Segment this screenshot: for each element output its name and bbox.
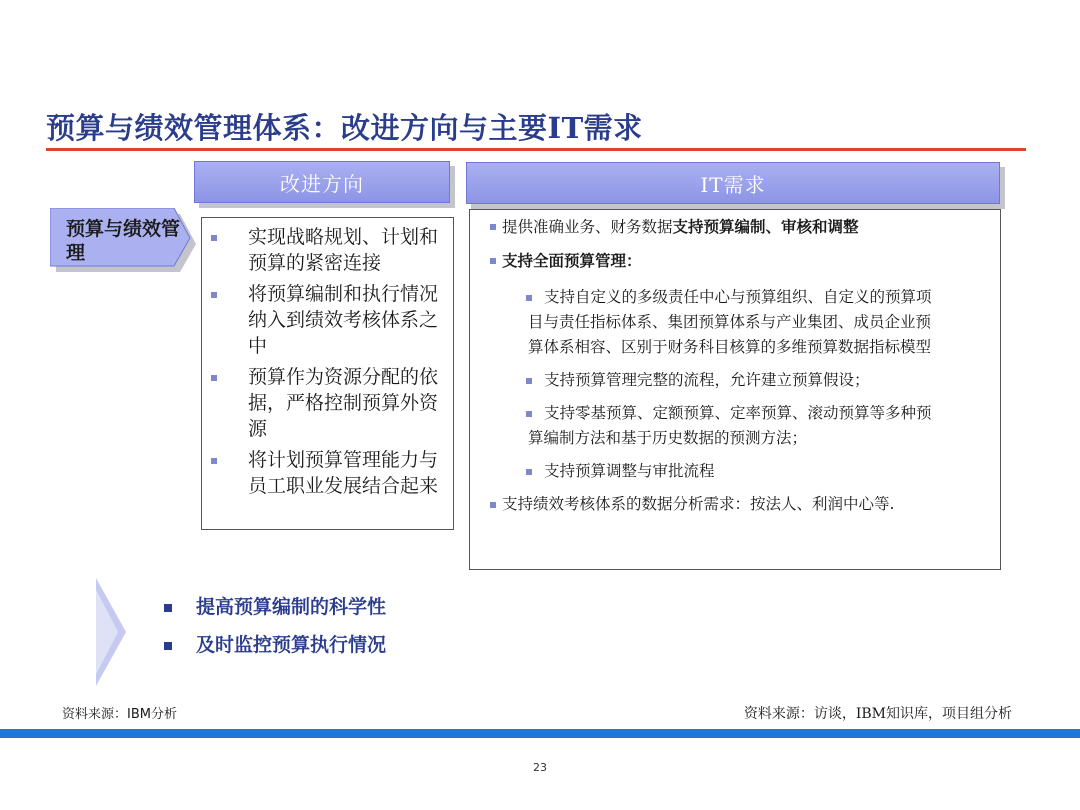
it-subitem-text: 算体系相容、区别于财务科目核算的多维预算数据指标模型 [528, 338, 932, 356]
list-item [488, 401, 990, 451]
bullet-square-icon [490, 502, 496, 508]
it-subitem-text: 算编制方法和基于历史数据的预测方法； [528, 429, 808, 447]
footer-bar [0, 729, 1080, 738]
bullet-square-icon [211, 292, 217, 298]
bullet-square-icon [490, 258, 496, 264]
bullet-square-icon [526, 295, 532, 301]
it-item-text: 提供准确业务、财务数据 [502, 218, 673, 236]
improvement-text: 将计划预算管理能力与员工职业发展结合起来 [248, 449, 439, 497]
bullet-square-icon [164, 604, 172, 612]
improvement-text: 预算作为资源分配的依据，严格控制预算外资源 [248, 366, 439, 440]
it-item-bold-text: 支持预算编制、审核和调整 [672, 217, 859, 236]
improvement-box [201, 217, 454, 530]
list-item [164, 632, 386, 658]
list-item [210, 364, 445, 442]
bullet-square-icon [526, 411, 532, 417]
list-item [488, 492, 990, 517]
it-subitem-text: 目与责任指标体系、集团预算体系与产业集团、成员企业预 [528, 313, 932, 331]
source-note-left: 资料来源：IBM分析 [62, 707, 177, 722]
list-item [164, 594, 386, 620]
it-requirement-box [469, 209, 1001, 570]
title-divider [46, 148, 1026, 151]
bullet-square-icon [164, 642, 172, 650]
bullet-square-icon [211, 235, 217, 241]
bullet-square-icon [526, 378, 532, 384]
row-label-text: 预算与绩效管理 [66, 218, 181, 264]
improvement-text: 将预算编制和执行情况纳入到绩效考核体系之中 [248, 283, 439, 357]
list-item [488, 459, 990, 484]
list-item [210, 447, 445, 499]
row-label-tab [50, 208, 196, 272]
bullet-square-icon [211, 458, 217, 464]
page-number: 23 [533, 761, 547, 774]
it-requirement-column-header: IT需求 [466, 162, 1000, 204]
list-item [210, 224, 445, 276]
it-subitem-text: 支持预算管理完整的流程，允许建立预算假设； [544, 371, 870, 389]
bullet-square-icon [490, 224, 496, 230]
list-item [210, 281, 445, 359]
benefit-list [164, 594, 386, 670]
improvement-column-header: 改进方向 [194, 161, 450, 203]
list-item [488, 368, 990, 393]
it-subitem-text: 支持自定义的多级责任中心与预算组织、自定义的预算项 [544, 288, 932, 306]
it-subitem-text: 支持零基预算、定额预算、定率预算、滚动预算等多种预 [544, 404, 932, 422]
improvement-list [210, 224, 445, 499]
list-item [488, 248, 990, 273]
chevron-right-icon [96, 578, 126, 686]
bullet-square-icon [526, 469, 532, 475]
it-subitem-text: 支持预算调整与审批流程 [544, 462, 715, 480]
bullet-square-icon [211, 375, 217, 381]
slide-title: 预算与绩效管理体系：改进方向与主要IT需求 [46, 111, 643, 145]
source-note-right: 资料来源：访谈，IBM知识库，项目组分析 [743, 706, 1012, 722]
list-item [488, 214, 990, 240]
it-item-text: 支持绩效考核体系的数据分析需求：按法人、利润中心等. [502, 495, 895, 513]
benefit-text: 及时监控预算执行情况 [196, 634, 387, 656]
list-item [488, 285, 990, 360]
improvement-text: 实现战略规划、计划和预算的紧密连接 [248, 226, 439, 274]
it-item-text: 支持全面预算管理： [502, 251, 642, 270]
benefit-text: 提高预算编制的科学性 [196, 596, 387, 618]
